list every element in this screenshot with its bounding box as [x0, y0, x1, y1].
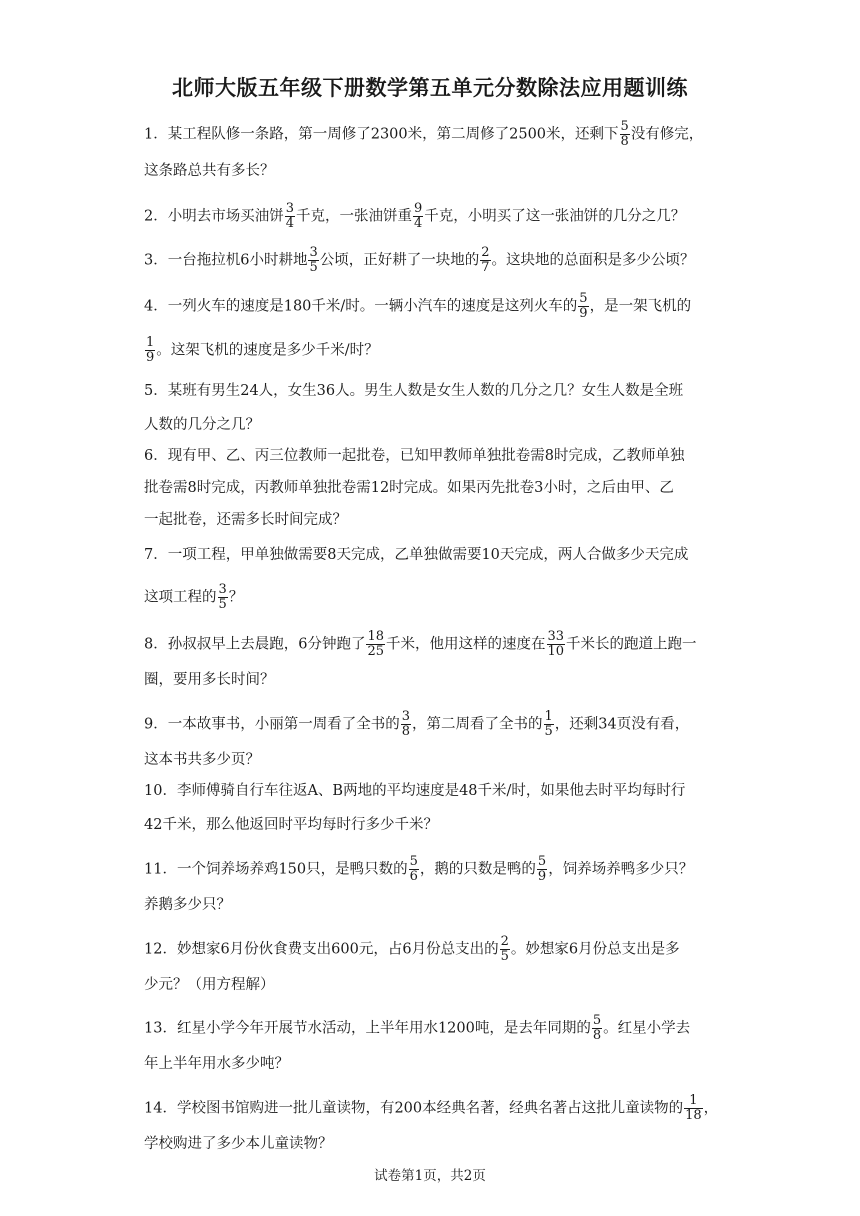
- question-text: 9．一本故事书，小丽第一周看了全书的: [144, 716, 400, 733]
- question-2-line-1: [144, 202, 685, 231]
- question-text: 千米长的跑道上跑一: [566, 636, 697, 653]
- question-9-line-2: [144, 750, 260, 770]
- denominator: 4: [285, 216, 295, 231]
- question-9-line-1: [144, 710, 689, 739]
- fraction: [480, 246, 490, 275]
- numerator: 5: [537, 854, 547, 869]
- question-text: 没有修完，: [630, 126, 704, 143]
- question-text: 千克，一张油饼重: [296, 208, 413, 225]
- fraction: [308, 246, 318, 275]
- question-text: 13．红星小学今年开展节水活动，上半年用水1200吨，是去年同期的: [144, 1020, 591, 1037]
- numerator: 3: [309, 245, 318, 260]
- numerator: 3: [285, 201, 295, 216]
- denominator: 10: [547, 644, 565, 659]
- page-footer: 试卷第1页，共2页: [374, 1168, 486, 1184]
- question-text: ，是一架飞机的: [589, 298, 692, 315]
- question-text: 这条路总共有多长？: [144, 163, 275, 179]
- numerator: 5: [620, 119, 629, 134]
- question-10-line-1: [144, 781, 685, 801]
- fraction: [366, 630, 385, 659]
- denominator: 9: [146, 350, 155, 365]
- denominator: 25: [367, 644, 384, 659]
- question-text: ，饲养场养鸭多少只？: [548, 861, 694, 878]
- question-1-line-2: [144, 161, 275, 181]
- question-text: 年上半年用水多少吨？: [144, 1056, 289, 1072]
- denominator: 8: [401, 724, 411, 739]
- numerator: 1: [544, 709, 553, 724]
- question-text: 养鹅多少只？: [144, 897, 231, 913]
- question-11-line-1: [144, 855, 693, 884]
- question-text: 42千米，那么他返回时平均每时行多少千米？: [144, 817, 438, 833]
- question-10-line-2: [144, 815, 438, 835]
- question-text: 6．现有甲、乙、丙三位教师一起批卷，已知甲教师单独批卷需8时完成，乙教师单独: [144, 448, 685, 464]
- denominator: 5: [218, 597, 227, 612]
- fraction: [409, 855, 419, 884]
- question-text: 批卷需8时完成，丙教师单独批卷需12时完成。如果丙先批卷3小时，之后由甲、乙: [144, 480, 674, 496]
- denominator: 5: [309, 260, 318, 275]
- numerator: 5: [579, 291, 588, 306]
- question-text: ，: [703, 1100, 719, 1117]
- page-title: 北师大版五年级下册数学第五单元分数除法应用题训练: [172, 76, 688, 100]
- question-13-line-2: [144, 1054, 289, 1074]
- question-3-line-1: [144, 246, 695, 275]
- question-12-line-1: [144, 935, 680, 964]
- fraction: [620, 120, 630, 149]
- question-text: 3．一台拖拉机6小时耕地: [144, 252, 308, 269]
- question-8-line-2: [144, 670, 275, 690]
- question-4-line-1: [144, 292, 691, 321]
- fraction: [413, 202, 423, 231]
- question-text: 11．一个饲养场养鸡150只，是鸭只数的: [144, 861, 408, 878]
- question-text: 千克，小明买了这一张油饼的几分之几？: [424, 208, 686, 225]
- question-5-line-2: [144, 415, 260, 435]
- fraction: [500, 935, 510, 964]
- question-text: 少元？（用方程解）: [144, 977, 275, 993]
- fraction: [544, 710, 554, 739]
- question-text: 。这架飞机的速度是多少千米/时？: [156, 342, 379, 359]
- denominator: 8: [592, 1028, 602, 1043]
- question-7-line-2: [144, 583, 243, 612]
- fraction: [401, 710, 411, 739]
- fraction: [537, 855, 547, 884]
- question-text: 千米，他用这样的速度在: [386, 636, 546, 653]
- question-text: 圈，要用多长时间？: [144, 672, 275, 688]
- question-text: 1．某工程队修一条路，第一周修了2300米，第二周修了2500米，还剩下: [144, 126, 619, 143]
- question-6-line-2: [144, 478, 674, 498]
- fraction: [145, 336, 155, 365]
- question-11-line-2: [144, 895, 231, 915]
- question-5-line-1: [144, 381, 683, 401]
- question-text: 10．李师傅骑自行车往返A、B两地的平均速度是48千米/时，如果他去时平均每时行: [144, 783, 686, 799]
- question-text: 这本书共多少页？: [144, 752, 260, 768]
- question-text: 7．一项工程，甲单独做需要8天完成，乙单独做需要10天完成，两人合做多少天完成: [144, 547, 689, 563]
- denominator: 5: [544, 724, 553, 739]
- question-text: 12．妙想家6月份伙食费支出600元，占6月份总支出的: [144, 941, 499, 958]
- fraction: [218, 583, 228, 612]
- numerator: 33: [547, 629, 565, 644]
- numerator: 3: [218, 582, 227, 597]
- fraction: [592, 1014, 602, 1043]
- numerator: 18: [367, 629, 384, 644]
- denominator: 9: [579, 306, 588, 321]
- question-text: 。红星小学去: [603, 1020, 691, 1037]
- question-text: 2．小明去市场买油饼: [144, 208, 284, 225]
- denominator: 5: [500, 949, 509, 964]
- question-text: 5．某班有男生24人，女生36人。男生人数是女生人数的几分之几？女生人数是全班: [144, 383, 684, 399]
- question-text: 公顷，正好耕了一块地的: [319, 252, 480, 269]
- numerator: 9: [414, 201, 423, 216]
- question-6-line-3: [144, 510, 347, 530]
- question-text: 。这块地的总面积是多少公顷？: [491, 252, 695, 269]
- denominator: 9: [537, 869, 547, 884]
- numerator: 3: [401, 709, 411, 724]
- fraction: [285, 202, 295, 231]
- question-8-line-1: [144, 630, 697, 659]
- question-text: ，鹅的只数是鸭的: [419, 861, 536, 878]
- question-text: 4．一列火车的速度是180千米/时。一辆小汽车的速度是这列火车的: [144, 298, 578, 315]
- question-text: 人数的几分之几？: [144, 417, 260, 433]
- question-4-line-2: [144, 336, 379, 365]
- question-12-line-2: [144, 975, 275, 995]
- denominator: 6: [409, 869, 418, 884]
- question-6-line-1: [144, 446, 684, 466]
- fraction: [578, 292, 588, 321]
- fraction: [684, 1094, 703, 1123]
- numerator: 2: [500, 934, 509, 949]
- numerator: 1: [689, 1093, 698, 1108]
- denominator: 18: [685, 1108, 702, 1123]
- question-text: 。妙想家6月份总支出是多: [510, 941, 680, 958]
- question-text: 14．学校图书馆购进一批儿童读物，有200本经典名著，经典名著占这批儿童读物的: [144, 1100, 684, 1117]
- question-7-line-1: [144, 545, 688, 565]
- question-text: 8．孙叔叔早上去晨跑，6分钟跑了: [144, 636, 366, 653]
- question-13-line-1: [144, 1014, 690, 1043]
- question-text: 学校购进了多少本儿童读物？: [144, 1136, 333, 1152]
- question-14-line-1: [144, 1094, 718, 1123]
- denominator: 7: [481, 260, 490, 275]
- question-text: ，还剩34页没有看，: [554, 716, 690, 733]
- question-text: 这项工程的: [144, 589, 217, 606]
- denominator: 8: [620, 134, 629, 149]
- question-text: ？: [228, 589, 244, 606]
- question-text: ，第二周看了全书的: [412, 716, 543, 733]
- numerator: 2: [481, 245, 490, 260]
- question-14-line-2: [144, 1134, 333, 1154]
- denominator: 4: [414, 216, 423, 231]
- question-1-line-1: [144, 120, 703, 149]
- numerator: 5: [592, 1013, 602, 1028]
- fraction: [547, 630, 566, 659]
- numerator: 5: [409, 854, 418, 869]
- question-text: 一起批卷，还需多长时间完成？: [144, 512, 347, 528]
- numerator: 1: [146, 335, 155, 350]
